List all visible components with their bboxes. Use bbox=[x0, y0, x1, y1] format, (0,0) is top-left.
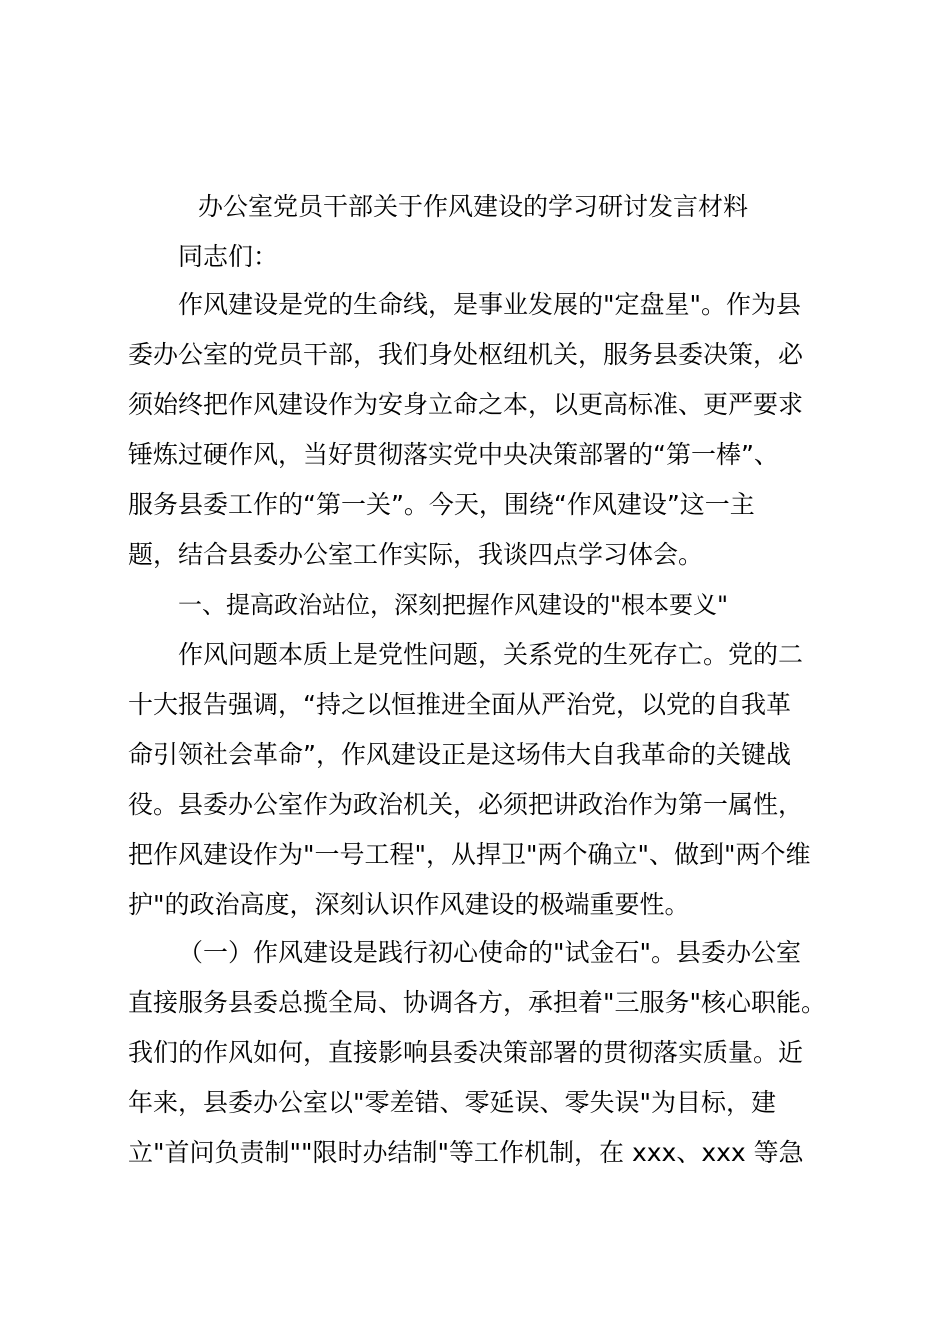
paragraph-line: 年来，县委办公室以"零差错、零延误、零失误"为目标，建 bbox=[128, 1088, 777, 1117]
document-title: 办公室党员干部关于作风建设的学习研讨发言材料 bbox=[198, 192, 749, 221]
paragraph-line: 命引领社会革命”，作风建设正是这场伟大自我革命的关键战 bbox=[128, 740, 791, 769]
paragraph-line: 委办公室的党员干部，我们身处枢纽机关，服务县委决策，必 bbox=[128, 340, 804, 369]
paragraph-line: 作风建设是党的生命线，是事业发展的"定盘星"。作为县 bbox=[178, 290, 802, 319]
paragraph-line: 题，结合县委办公室工作实际，我谈四点学习体会。 bbox=[128, 540, 704, 569]
paragraph-line: 护"的政治高度，深刻认识作风建设的极端重要性。 bbox=[128, 890, 690, 919]
paragraph-line: 十大报告强调，“持之以恒推进全面从严治党，以党的自我革 bbox=[128, 690, 791, 719]
paragraph-line: 直接服务县委总揽全局、协调各方，承担着"三服务"核心职能。 bbox=[128, 988, 827, 1017]
salutation: 同志们： bbox=[178, 242, 279, 271]
paragraph-line: 役。县委办公室作为政治机关，必须把讲政治作为第一属性， bbox=[128, 790, 804, 819]
paragraph-line: 我们的作风如何，直接影响县委决策部署的贯彻落实质量。近 bbox=[128, 1038, 804, 1067]
paragraph-line: （一）作风建设是践行初心使命的"试金石"。县委办公室 bbox=[178, 938, 802, 967]
section-heading: 一、提高政治站位，深刻把握作风建设的"根本要义" bbox=[178, 591, 729, 619]
paragraph-line: 把作风建设作为"一号工程"，从捍卫"两个确立"、做到"两个维 bbox=[128, 840, 811, 869]
paragraph-line: 立"首问负责制""限时办结制"等工作机制，在 xxx、xxx 等急 bbox=[128, 1138, 804, 1167]
paragraph-line: 须始终把作风建设作为安身立命之本，以更高标准、更严要求 bbox=[128, 390, 804, 419]
paragraph-line: 锤炼过硬作风，当好贯彻落实党中央决策部署的“第一棒”、 bbox=[128, 440, 779, 469]
paragraph-line: 作风问题本质上是党性问题，关系党的生死存亡。党的二 bbox=[178, 640, 804, 669]
paragraph-line: 服务县委工作的“第一关”。今天，围绕“作风建设”这一主 bbox=[128, 490, 755, 519]
